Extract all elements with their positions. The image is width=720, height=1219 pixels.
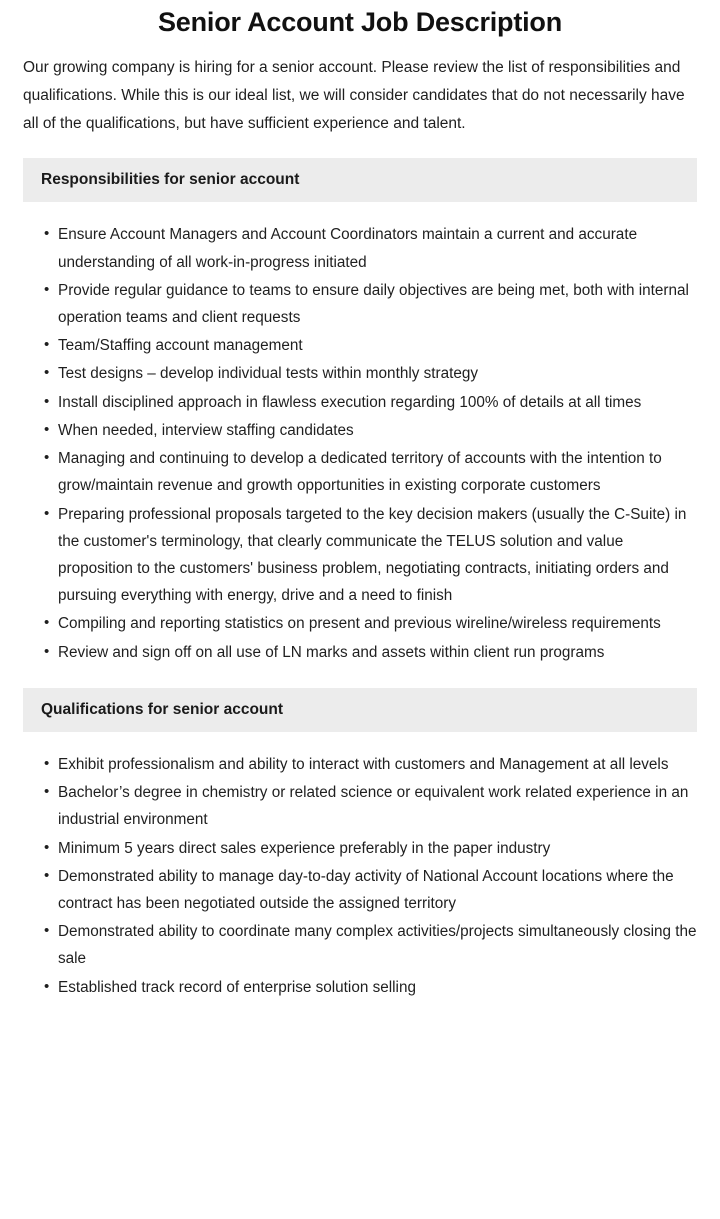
list-item: • Demonstrated ability to manage day-to-day activity of National Account locations where the contract has been negotiated outside the assigned territory bbox=[23, 863, 697, 917]
section-responsibilities bbox=[23, 158, 697, 666]
section-header-responsibilities: Responsibilities for senior account bbox=[23, 158, 697, 202]
list-item: • Install disciplined approach in flawless execution regarding 100% of details at all times bbox=[23, 389, 697, 416]
list-item: • Review and sign off on all use of LN marks and assets within client run programs bbox=[23, 639, 697, 666]
intro-paragraph: Our growing company is hiring for a senior account. Please review the list of responsibilities and qualifications. While this is our ideal list, we will consider candidates that do not necessarily have all of the qualifications, but have sufficient experience and talent. bbox=[23, 58, 685, 133]
list-item: • Test designs – develop individual tests within monthly strategy bbox=[23, 360, 697, 387]
list-item: • When needed, interview staffing candidates bbox=[23, 417, 697, 444]
list-item: • Exhibit professionalism and ability to interact with customers and Management at all levels bbox=[23, 751, 697, 778]
section-qualifications bbox=[23, 688, 697, 1001]
list-item: • Compiling and reporting statistics on present and previous wireline/wireless requirements bbox=[23, 610, 697, 637]
section-header-qualifications: Qualifications for senior account bbox=[23, 688, 697, 732]
list-item: • Provide regular guidance to teams to ensure daily objectives are being met, both with internal operation teams and client requests bbox=[23, 277, 697, 331]
list-item: • Preparing professional proposals targeted to the key decision makers (usually the C-Suite) in the customer's terminology, that clearly communicate the TELUS solution and value proposition to the customers' business problem, negotiating contracts, initiating orders and pursuing everything with energy, drive and a need to finish bbox=[23, 501, 697, 610]
list-item: • Ensure Account Managers and Account Coordinators maintain a current and accurate understanding of all work-in-progress initiated bbox=[23, 221, 697, 275]
list-item: • Team/Staffing account management bbox=[23, 332, 697, 359]
page-title: Senior Account Job Description bbox=[157, 7, 563, 37]
list-item: • Demonstrated ability to coordinate many complex activities/projects simultaneously closing the sale bbox=[23, 918, 697, 972]
responsibilities-list bbox=[23, 221, 697, 666]
list-item: • Managing and continuing to develop a dedicated territory of accounts with the intention to grow/maintain revenue and growth opportunities in existing corporate customers bbox=[23, 445, 697, 499]
qualifications-list bbox=[23, 751, 697, 1001]
list-item: • Minimum 5 years direct sales experience preferably in the paper industry bbox=[23, 835, 697, 862]
list-item: • Established track record of enterprise solution selling bbox=[23, 974, 697, 1001]
list-item: • Bachelor’s degree in chemistry or related science or equivalent work related experience in an industrial environment bbox=[23, 779, 697, 833]
